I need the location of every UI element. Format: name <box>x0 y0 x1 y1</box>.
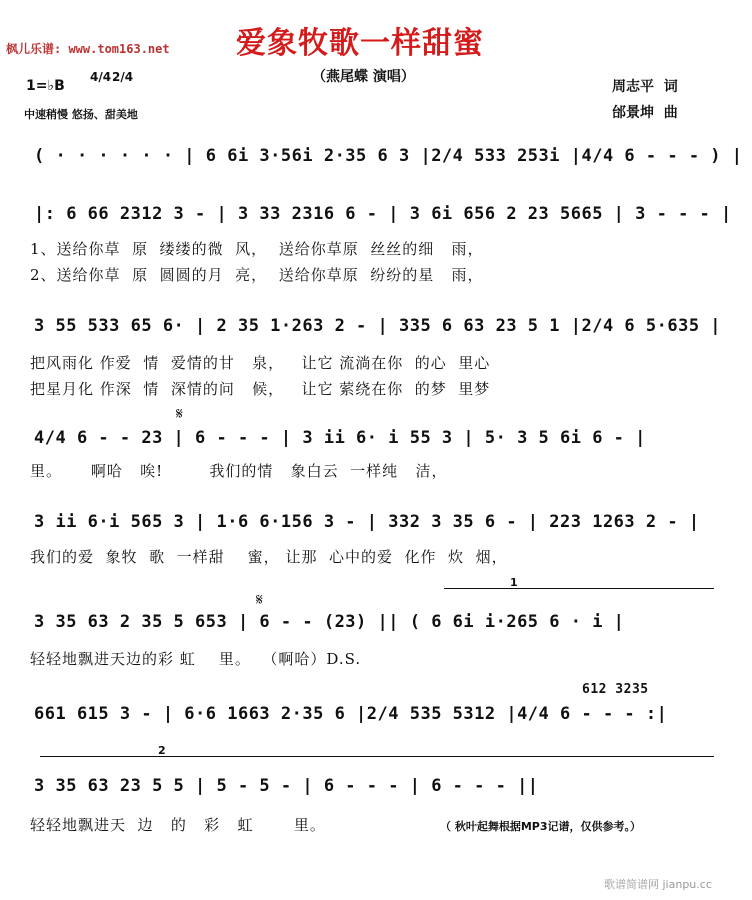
site-watermark: 枫儿乐谱: www.tom163.net <box>6 42 170 56</box>
segno-sign-2: 𝄋 <box>256 590 263 609</box>
grace-ornament: 612 3235 <box>582 682 649 697</box>
tempo-marking: 中速稍慢 悠扬、甜美地 <box>24 108 138 121</box>
bottom-watermark: 歌谱简谱网 jianpu.cc <box>604 878 712 891</box>
volta-1-bracket <box>444 588 714 589</box>
volta-2-bracket <box>40 756 714 757</box>
time-signature-1: 4/4 <box>90 70 112 84</box>
system-6-notes: 3 35 63 2 35 5 653 | 6 - - (23) || ( 6 6i i·265 6 · i | <box>34 612 625 632</box>
time-signature-2: 2/4 <box>112 70 134 84</box>
segno-sign: 𝄋 <box>176 404 183 423</box>
system-2-lyric-2: 2、送给你草 原 圆圆的月 亮， 送给你草原 纷纷的星 雨， <box>30 266 484 284</box>
system-4-notes: 4/4 6 - - 23 | 6 - - - | 3 ii 6· i 55 3 | 5· 3 5 6i 6 - | <box>34 428 646 448</box>
system-5-lyric-1: 我们的爱 象牧 歌 一样甜 蜜， 让那 心中的爱 化作 炊 烟， <box>30 548 508 566</box>
system-4-lyric-1: 里。 啊哈 唉! 我们的情 象白云 一样纯 洁， <box>30 462 448 480</box>
system-3-lyric-1: 把风雨化 作爱 情 爱情的甘 泉， 让它 流淌在你 的心 里心 <box>30 354 491 372</box>
system-6-lyric-1: 轻轻地飘进天边的彩 虹 里。 （啊哈）D.S. <box>30 650 362 668</box>
system-8-notes: 3 35 63 23 5 5 | 5 - 5 - | 6 - - - | 6 - - - || <box>34 776 539 796</box>
song-title: 爱象牧歌一样甜蜜 <box>236 26 484 61</box>
system-7-notes: 661 615 3 - | 6·6 1663 2·35 6 |2/4 535 5312 |4/4 6 - - - :| <box>34 704 668 724</box>
system-2-notes: |: 6 66 2312 3 - | 3 33 2316 6 - | 3 6i 656 2 23 5665 | 3 - - - | <box>34 204 732 224</box>
transcription-note: （ 秋叶起舞根据MP3记谱，仅供参考。） <box>440 820 641 833</box>
system-5-notes: 3 ii 6·i 565 3 | 1·6 6·156 3 - | 332 3 35 6 - | 223 1263 2 - | <box>34 512 700 532</box>
system-3-notes: 3 55 533 65 6· | 2 35 1·263 2 - | 335 6 63 23 5 1 |2/4 6 5·635 | <box>34 316 722 336</box>
system-3-lyric-2: 把星月化 作深 情 深情的问 候， 让它 萦绕在你 的梦 里梦 <box>30 380 491 398</box>
system-8-lyric-1: 轻轻地飘进天 边 的 彩 虹 里。 <box>30 816 326 834</box>
system-1-notes: ( · · · · · · | 6 6i 3·56i 2·35 6 3 |2/4 533 253i |4/4 6 - - - ) | <box>34 146 743 166</box>
volta-2-label: 2 <box>158 744 166 757</box>
lyricist-credit: 周志平 词 <box>612 79 678 95</box>
system-2-lyric-1: 1、送给你草 原 缕缕的微 风， 送给你草原 丝丝的细 雨， <box>30 240 484 258</box>
volta-1-label: 1 <box>510 576 518 589</box>
key-signature: 1=♭B <box>26 78 65 94</box>
singer-credit: （燕尾蝶 演唱） <box>312 69 415 85</box>
composer-credit: 邰景坤 曲 <box>612 105 678 121</box>
